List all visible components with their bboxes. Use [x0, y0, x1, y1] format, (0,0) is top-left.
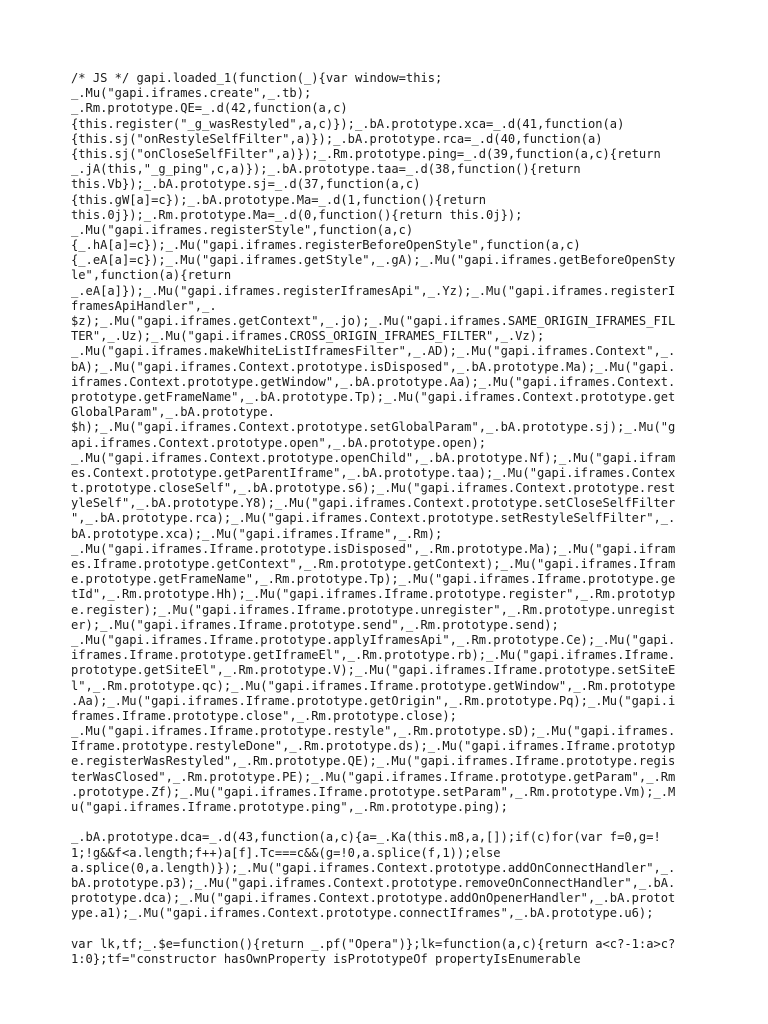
code-line: frames.Iframe.prototype.close",_.Rm.prototype.close);	[71, 708, 457, 723]
code-line: le",function(a){return	[71, 268, 232, 283]
code-line: _.Mu("gapi.iframes.registerStyle",function(a,c)	[71, 222, 414, 237]
code-line: _.Mu("gapi.iframes.create",_.tb);	[71, 86, 312, 101]
code-line: {this.register("_g_wasRestyled",a,c)});_.bA.prototype.xca=_.d(41,function(a)	[71, 116, 625, 131]
code-line: a.splice(0,a.length)});_.Mu("gapi.iframes.Context.prototype.addOnConnectHandler",_.	[71, 860, 676, 875]
code-line: bA.prototype.xca);_.Mu("gapi.iframes.Iframe",_.Rm);	[71, 526, 443, 541]
code-line: t.prototype.closeSelf",_.bA.prototype.s6);_.Mu("gapi.iframes.Context.prototype.rest	[71, 481, 676, 496]
code-line: tId",_.Rm.prototype.Hh);_.Mu("gapi.iframes.Iframe.prototype.register",_.Rm.prototyp	[71, 587, 676, 602]
code-line: this.Vb});_.bA.prototype.sj=_.d(37,function(a,c)	[71, 177, 421, 192]
code-line: es.Iframe.prototype.getContext",_.Rm.prototype.getContext);_.Mu("gapi.iframes.Ifram	[71, 557, 676, 571]
code-line: .Aa);_.Mu("gapi.iframes.Iframe.prototype.getOrigin",_.Rm.prototype.Pq);_.Mu("gapi.i	[71, 693, 676, 708]
code-line: 1;!g&&f<a.length;f++)a[f].Tc===c&&(g=!0,a.splice(f,1));else	[71, 845, 501, 860]
code-line: bA.prototype.p3);_.Mu("gapi.iframes.Context.prototype.removeOnConnectHandler",_.bA.	[71, 875, 676, 890]
code-line: _.Mu("gapi.iframes.Iframe.prototype.restyle",_.Rm.prototype.sD);_.Mu("gapi.iframes.	[71, 724, 676, 739]
code-line: e.register);_.Mu("gapi.iframes.Iframe.prototype.unregister",_.Rm.prototype.unregist	[71, 602, 676, 617]
code-line: {this.sj("onCloseSelfFilter",a)});_.Rm.prototype.ping=_.d(39,function(a,c){return	[71, 146, 661, 161]
blank-line	[71, 815, 701, 830]
code-line: u("gapi.iframes.Iframe.prototype.ping",_.Rm.prototype.ping);	[71, 800, 508, 814]
code-line: this.0j});_.Rm.prototype.Ma=_.d(0,function(){return this.0j});	[71, 207, 523, 222]
code-line: api.iframes.Context.prototype.open",_.bA.prototype.open);	[71, 435, 487, 450]
code-line: _.eA[a]});_.Mu("gapi.iframes.registerIframesApi",_.Yz);_.Mu("gapi.iframes.registerI	[71, 283, 676, 298]
code-line: er);_.Mu("gapi.iframes.Iframe.prototype.send",_.Rm.prototype.send);	[71, 617, 559, 632]
code-line: e.prototype.getFrameName",_.Rm.prototype.Tp);_.Mu("gapi.iframes.Iframe.prototype.ge	[71, 572, 676, 587]
code-line: e.registerWasRestyled",_.Rm.prototype.QE);_.Mu("gapi.iframes.Iframe.prototype.regis	[71, 754, 676, 769]
code-line: Iframe.prototype.restyleDone",_.Rm.prototype.ds);_.Mu("gapi.iframes.Iframe.prototyp	[71, 739, 676, 754]
code-block	[71, 71, 701, 967]
code-line: $h);_.Mu("gapi.iframes.Context.prototype.setGlobalParam",_.bA.prototype.sj);_.Mu("g	[71, 420, 676, 435]
code-line: /* JS */ gapi.loaded_1(function(_){var window=this;	[71, 71, 443, 85]
code-line: ype.a1);_.Mu("gapi.iframes.Context.prototype.connectIframes",_.bA.prototype.u6);	[71, 906, 654, 921]
code-line: var lk,tf;_.$e=function(){return _.pf("Opera")};lk=function(a,c){return a<c?-1:a>c?	[71, 936, 676, 951]
code-line: es.Context.prototype.getParentIframe",_.bA.prototype.taa);_.Mu("gapi.iframes.Contex	[71, 465, 676, 480]
blank-line	[71, 922, 701, 937]
code-line: framesApiHandler",_.	[71, 298, 217, 313]
code-line: {_.hA[a]=c});_.Mu("gapi.iframes.registerBeforeOpenStyle",function(a,c)	[71, 238, 581, 253]
code-line: _.bA.prototype.dca=_.d(43,function(a,c){a=_.Ka(this.m8,a,[]);if(c)for(var f=0,g=!	[71, 830, 661, 845]
code-line: 1:0};tf="constructor hasOwnProperty isPrototypeOf propertyIsEnumerable	[71, 951, 581, 966]
code-line: {this.gW[a]=c});_.bA.prototype.Ma=_.d(1,function(){return	[71, 192, 487, 207]
code-line: GlobalParam",_.bA.prototype.	[71, 405, 275, 420]
code-line: prototype.dca);_.Mu("gapi.iframes.Context.prototype.addOnOpenerHandler",_.bA.protot	[71, 891, 676, 906]
code-line: _.jA(this,"_g_ping",c,a)});_.bA.prototype.taa=_.d(38,function(){return	[71, 162, 581, 177]
code-line: ",_.bA.prototype.rca);_.Mu("gapi.iframes.Context.prototype.setRestyleSelfFilter",_.	[71, 511, 676, 526]
code-line: terWasClosed",_.Rm.prototype.PE);_.Mu("gapi.iframes.Iframe.prototype.getParam",_.Rm	[71, 769, 676, 784]
code-line: .prototype.Zf);_.Mu("gapi.iframes.Iframe.prototype.setParam",_.Rm.prototype.Vm);_.M	[71, 784, 676, 799]
code-line: TER",_.Uz);_.Mu("gapi.iframes.CROSS_ORIGIN_IFRAMES_FILTER",_.Vz);	[71, 329, 545, 344]
code-line: _.Mu("gapi.iframes.Context.prototype.openChild",_.bA.prototype.Nf);_.Mu("gapi.ifram	[71, 450, 676, 465]
code-line: iframes.Context.prototype.getWindow",_.bA.prototype.Aa);_.Mu("gapi.iframes.Context.	[71, 374, 676, 389]
code-line: _.Mu("gapi.iframes.Iframe.prototype.applyIframesApi",_.Rm.prototype.Ce);_.Mu("gapi.	[71, 632, 676, 647]
code-line: _.Mu("gapi.iframes.makeWhiteListIframesFilter",_.AD);_.Mu("gapi.iframes.Context",_.	[71, 344, 676, 359]
code-line: _.Rm.prototype.QE=_.d(42,function(a,c)	[71, 101, 348, 116]
code-line: {_.eA[a]=c});_.Mu("gapi.iframes.getStyle",_.gA);_.Mu("gapi.iframes.getBeforeOpenSty	[71, 253, 676, 268]
code-line: yleSelf",_.bA.prototype.Y8);_.Mu("gapi.iframes.Context.prototype.setCloseSelfFilter	[71, 496, 676, 511]
code-line: _.Mu("gapi.iframes.Iframe.prototype.isDisposed",_.Rm.prototype.Ma);_.Mu("gapi.ifram	[71, 541, 676, 556]
code-line: {this.sj("onRestyleSelfFilter",a)});_.bA.prototype.rca=_.d(40,function(a)	[71, 131, 603, 146]
code-line: bA);_.Mu("gapi.iframes.Context.prototype.isDisposed",_.bA.prototype.Ma);_.Mu("gapi.	[71, 359, 676, 374]
code-line: prototype.getFrameName",_.bA.prototype.Tp);_.Mu("gapi.iframes.Context.prototype.get	[71, 389, 676, 404]
code-line: prototype.getSiteEl",_.Rm.prototype.V);_.Mu("gapi.iframes.Iframe.prototype.setSiteE	[71, 663, 676, 678]
code-line: iframes.Iframe.prototype.getIframeEl",_.Rm.prototype.rb);_.Mu("gapi.iframes.Iframe.	[71, 648, 676, 663]
code-line: $z);_.Mu("gapi.iframes.getContext",_.jo);_.Mu("gapi.iframes.SAME_ORIGIN_IFRAMES_FIL	[71, 314, 676, 328]
code-line: l",_.Rm.prototype.qc);_.Mu("gapi.iframes.Iframe.prototype.getWindow",_.Rm.prototype	[71, 678, 676, 693]
